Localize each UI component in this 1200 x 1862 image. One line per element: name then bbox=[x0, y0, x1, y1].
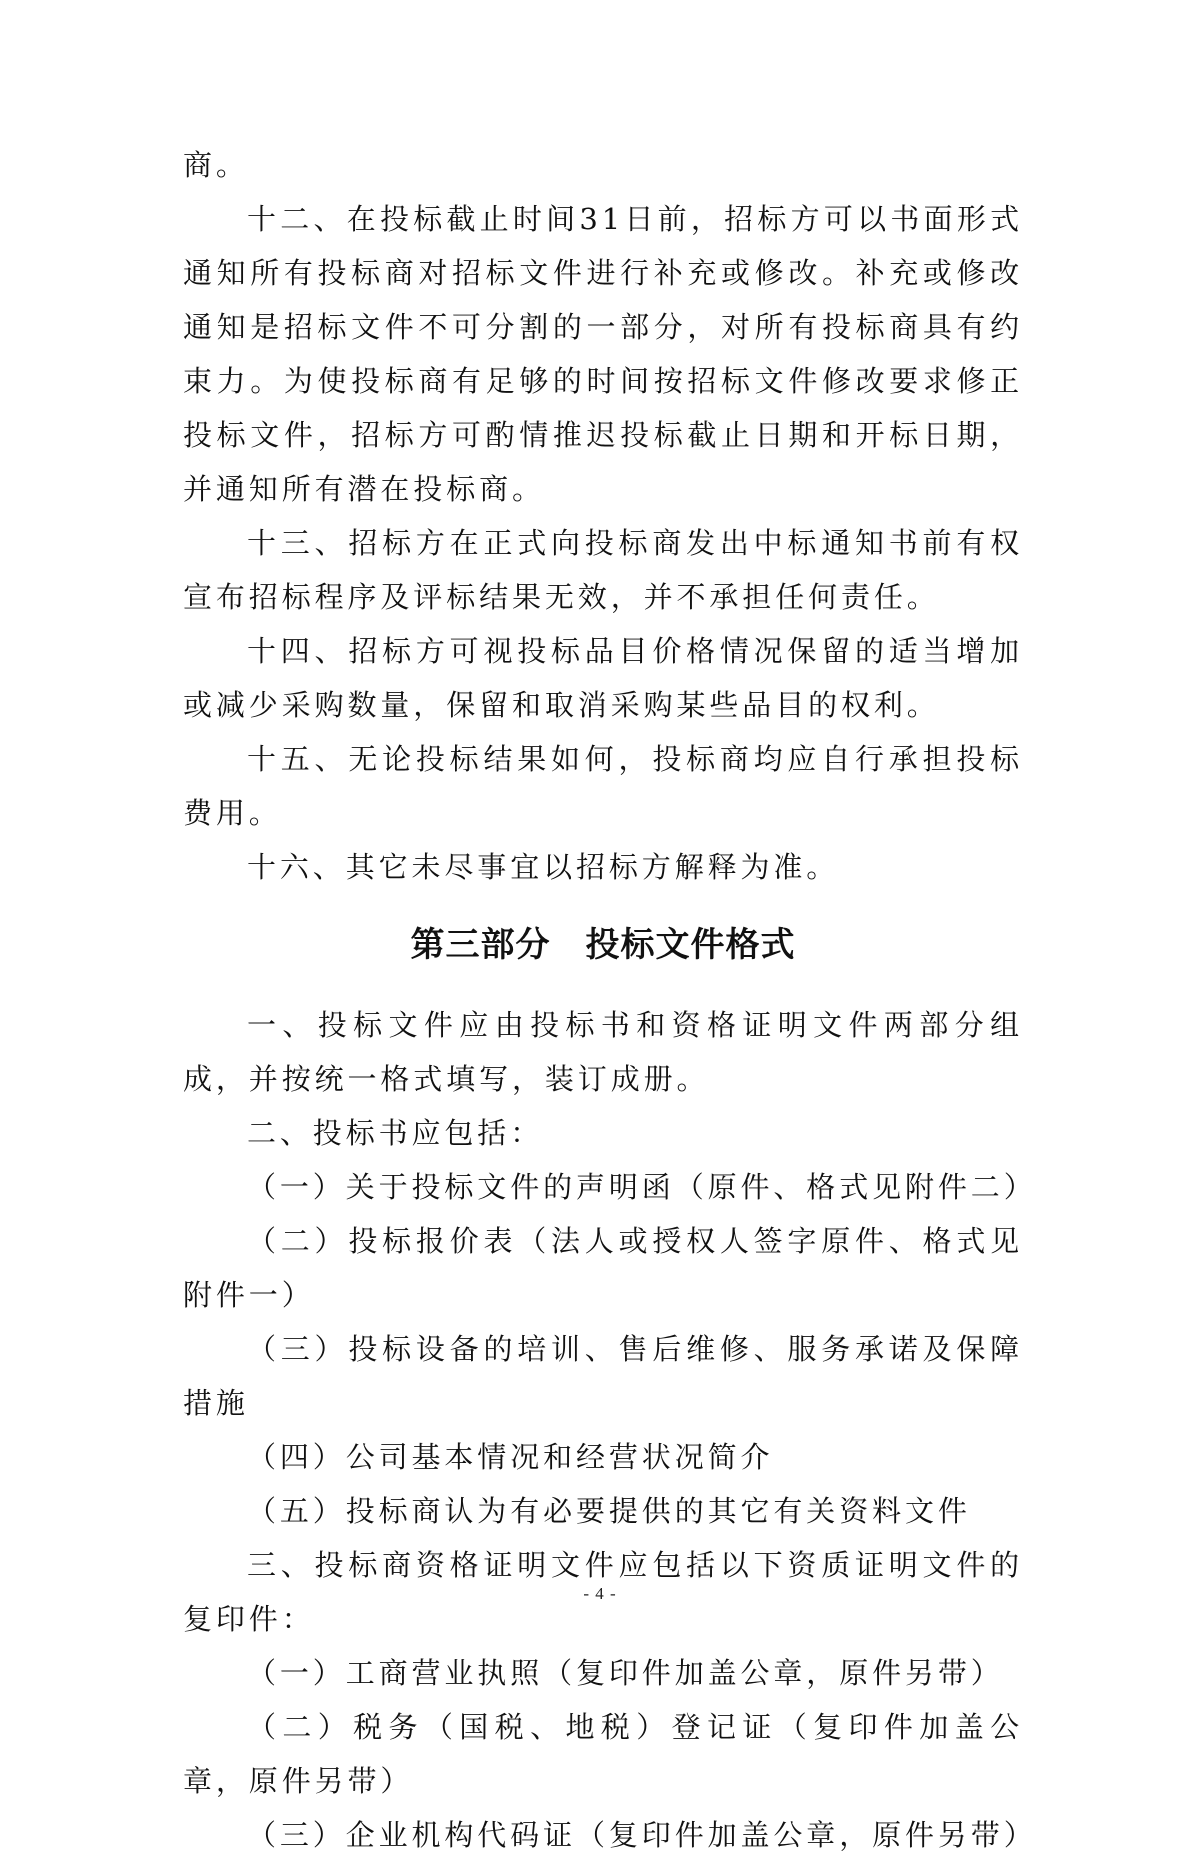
format-subitem-2-4: （四）公司基本情况和经营状况简介 bbox=[247, 1440, 774, 1474]
format-subitem-3-3: （三）企业机构代码证（复印件加盖公章，原件另带） bbox=[247, 1818, 1037, 1852]
section-heading: 第三部分 投标文件格式 bbox=[410, 925, 796, 965]
format-item-2: 二、投标书应包括： bbox=[247, 1116, 544, 1150]
format-subitem-2-5: （五）投标商认为有必要提供的其它有关资料文件 bbox=[247, 1494, 971, 1528]
clause-16: 十六、其它未尽事宜以招标方解释为准。 bbox=[247, 850, 840, 884]
format-subitem-3-1: （一）工商营业执照（复印件加盖公章，原件另带） bbox=[247, 1656, 1004, 1690]
clause-14: 十四、招标方可视投标品目价格情况保留的适当增加或减少采购数量，保留和取消采购某些品目的权利。 bbox=[183, 634, 1023, 722]
format-item-3: 三、投标商资格证明文件应包括以下资质证明文件的复印件： bbox=[183, 1548, 1023, 1636]
page-number: - 4 - bbox=[583, 1584, 617, 1603]
clause-13: 十三、招标方在正式向投标商发出中标通知书前有权宣布招标程序及评标结果无效，并不承担任何责任。 bbox=[183, 526, 1023, 614]
format-subitem-2-2: （二）投标报价表（法人或授权人签字原件、格式见附件一） bbox=[183, 1224, 1023, 1312]
clause-12: 十二、在投标截止时间31日前，招标方可以书面形式通知所有投标商对招标文件进行补充或修改。补充或修改通知是招标文件不可分割的一部分，对所有投标商具有约束力。为使投标商有足够的时间按招标文件修改要求修正投标文件，招标方可酌情推迟投标截止日期和开标日期，并通知所有潜在投标商。 bbox=[183, 202, 1023, 506]
format-subitem-3-2: （二）税务（国税、地税）登记证（复印件加盖公章，原件另带） bbox=[183, 1710, 1023, 1798]
continuation-line: 商。 bbox=[183, 148, 249, 182]
format-subitem-2-1: （一）关于投标文件的声明函（原件、格式见附件二） bbox=[247, 1170, 1037, 1204]
format-subitem-2-3: （三）投标设备的培训、售后维修、服务承诺及保障措施 bbox=[183, 1332, 1023, 1420]
clause-15: 十五、无论投标结果如何，投标商均应自行承担投标费用。 bbox=[183, 742, 1023, 830]
format-item-1: 一、投标文件应由投标书和资格证明文件两部分组成，并按统一格式填写，装订成册。 bbox=[183, 1008, 1023, 1096]
